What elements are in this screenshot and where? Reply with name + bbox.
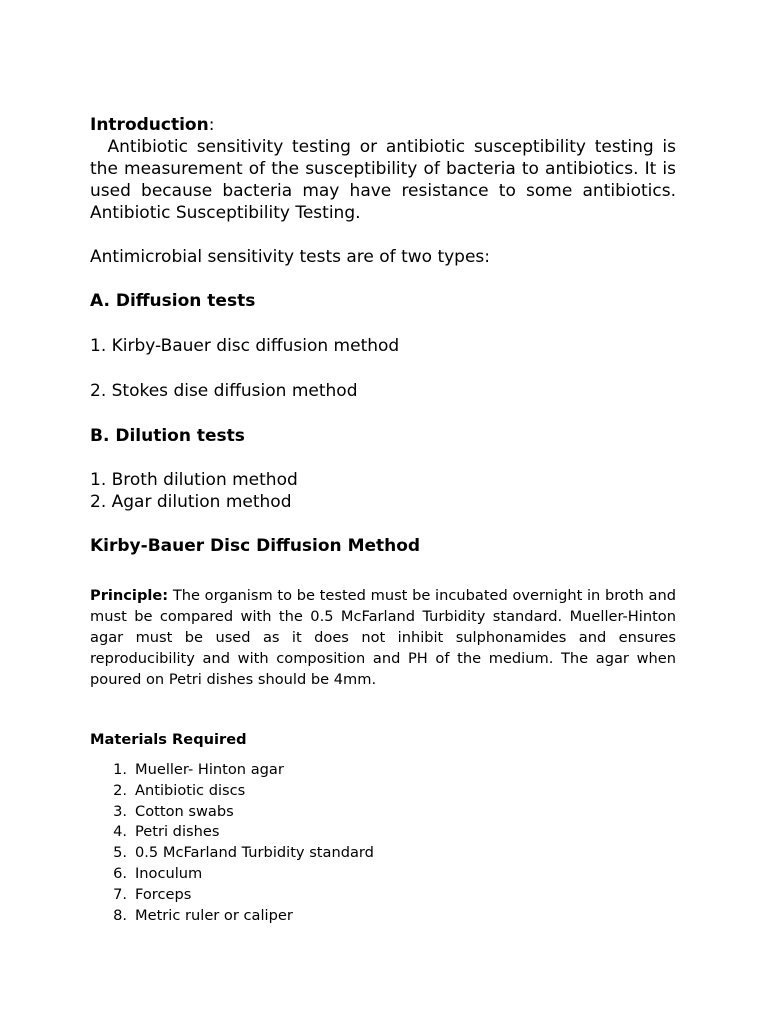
list-item xyxy=(90,864,676,885)
diffusion-item: 1. Kirby-Bauer disc diffusion method xyxy=(90,336,400,356)
list-item-number: 6. xyxy=(113,864,127,882)
list-item xyxy=(90,760,676,781)
list-item-number: 1. xyxy=(113,761,127,778)
list-item-text: Antibiotic discs xyxy=(135,781,246,799)
list-item xyxy=(90,906,676,927)
list-item-text: Cotton swabs xyxy=(135,802,234,820)
principle-paragraph xyxy=(90,585,676,690)
list-item-text: Forceps xyxy=(135,885,192,903)
list-item-text: Mueller- Hinton agar xyxy=(135,761,284,778)
list-item-number: 3. xyxy=(113,802,127,820)
kirby-bauer-heading: Kirby-Bauer Disc Diffusion Method xyxy=(90,536,421,556)
principle-label: Principle: xyxy=(90,587,169,604)
list-item xyxy=(90,781,676,802)
dilution-item: 2. Agar dilution method xyxy=(90,492,292,512)
introduction-paragraph: Antibiotic sensitivity testing or antibiotic susceptibility testing is the measurement of the susceptibility of bacteria to antibiotics. It is used because bacteria may have resistance to some antibiotics. Antibiotic Susceptibility Testing. xyxy=(90,137,682,223)
diffusion-item: 2. Stokes dise diffusion method xyxy=(90,381,358,401)
list-item xyxy=(90,802,676,823)
list-item-number: 4. xyxy=(113,823,127,841)
materials-heading: Materials Required xyxy=(90,731,247,748)
list-item-number: 5. xyxy=(113,844,127,862)
principle-text: The organism to be tested must be incubated overnight in broth and must be compared with the 0.5 McFarland Turbidity standard. Mueller-Hinton agar must be used as it does not inhibit sulphonamides and ensures reproducibility and with composition and PH of the medium. The agar when poured on Petri dishes should be 4mm. xyxy=(90,587,676,688)
types-intro: Antimicrobial sensitivity tests are of two types: xyxy=(90,247,490,267)
list-item-number: 7. xyxy=(113,885,127,903)
dilution-heading: B. Dilution tests xyxy=(90,426,245,446)
list-item-text: Metric ruler or caliper xyxy=(135,906,293,924)
list-item-number: 8. xyxy=(113,906,127,924)
list-item xyxy=(90,822,676,843)
list-item-text: Petri dishes xyxy=(135,823,220,841)
introduction-heading-line xyxy=(90,114,676,136)
document-page xyxy=(90,114,682,926)
diffusion-heading: A. Diffusion tests xyxy=(90,291,256,311)
list-item xyxy=(90,843,676,864)
introduction-colon: : xyxy=(208,115,215,135)
introduction-title: Introduction xyxy=(90,115,209,135)
list-item-text: 0.5 McFarland Turbidity standard xyxy=(135,844,374,862)
list-item xyxy=(90,885,676,906)
dilution-item: 1. Broth dilution method xyxy=(90,470,298,490)
list-item-number: 2. xyxy=(113,781,127,799)
materials-list xyxy=(90,760,676,926)
list-item-text: Inoculum xyxy=(135,864,203,882)
